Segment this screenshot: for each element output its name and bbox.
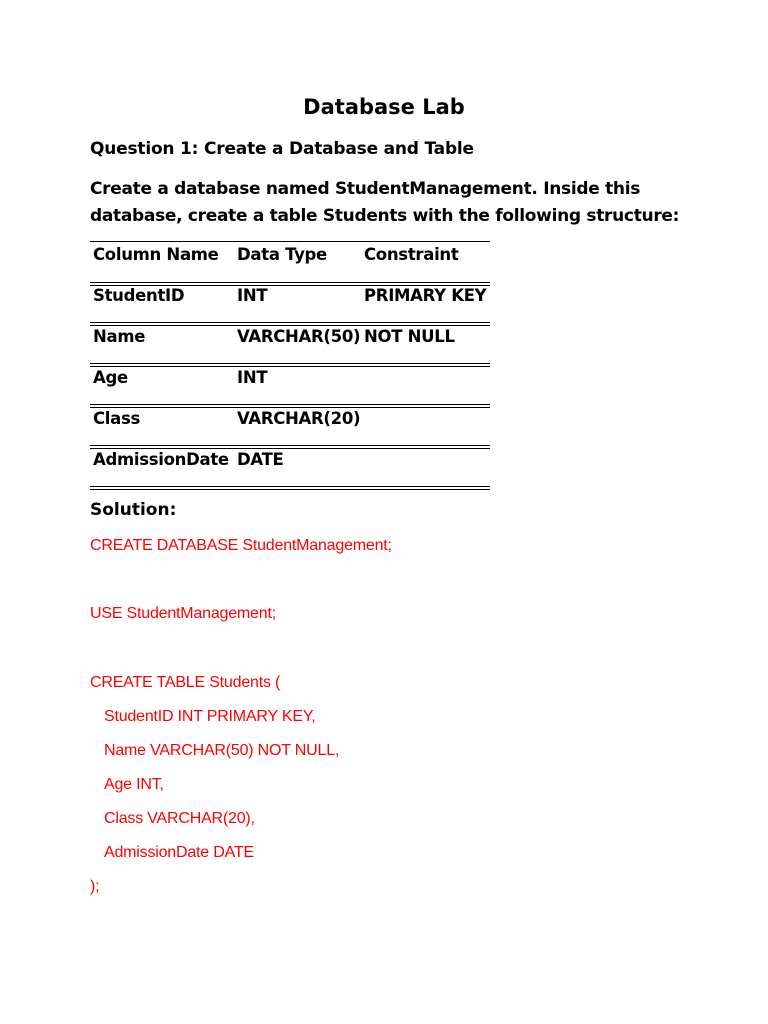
table-row <box>90 324 490 365</box>
table-row <box>90 283 490 324</box>
table-rule <box>90 486 490 490</box>
table-row <box>90 406 490 447</box>
code-line: USE StudentManagement; <box>90 605 276 622</box>
code-line: AdmissionDate DATE <box>104 844 254 861</box>
table-row <box>90 365 490 406</box>
code-line: Age INT, <box>104 776 164 793</box>
code-line: CREATE DATABASE StudentManagement; <box>90 537 392 554</box>
structure-table <box>90 241 490 488</box>
cell-column-name: StudentID <box>93 286 185 305</box>
table-row <box>90 447 490 488</box>
cell-data-type: VARCHAR(50) <box>237 327 361 346</box>
solution-label: Solution: <box>90 500 177 520</box>
cell-data-type: VARCHAR(20) <box>237 409 361 428</box>
cell-data-type: DATE <box>237 450 284 469</box>
code-line: StudentID INT PRIMARY KEY, <box>104 708 316 725</box>
code-line: Name VARCHAR(50) NOT NULL, <box>104 742 340 759</box>
cell-column-name: Age <box>93 368 128 387</box>
table-header-row <box>90 241 490 283</box>
cell-constraint: PRIMARY KEY <box>364 286 487 305</box>
cell-column-name: AdmissionDate <box>93 450 229 469</box>
header-data-type: Data Type <box>237 245 327 264</box>
code-line: Class VARCHAR(20), <box>104 810 255 827</box>
cell-constraint: NOT NULL <box>364 327 455 346</box>
cell-column-name: Name <box>93 327 146 346</box>
cell-data-type: INT <box>237 286 268 305</box>
page-title: Database Lab <box>303 95 465 119</box>
question-prompt: Create a database named StudentManagement. Inside this database, create a table Students with the following structure: <box>90 179 680 226</box>
header-constraint: Constraint <box>364 245 459 264</box>
cell-column-name: Class <box>93 409 141 428</box>
code-line: ); <box>90 878 100 895</box>
question-heading: Question 1: Create a Database and Table <box>90 139 474 159</box>
cell-data-type: INT <box>237 368 268 387</box>
code-line: CREATE TABLE Students ( <box>90 674 281 691</box>
header-column-name: Column Name <box>93 245 219 264</box>
